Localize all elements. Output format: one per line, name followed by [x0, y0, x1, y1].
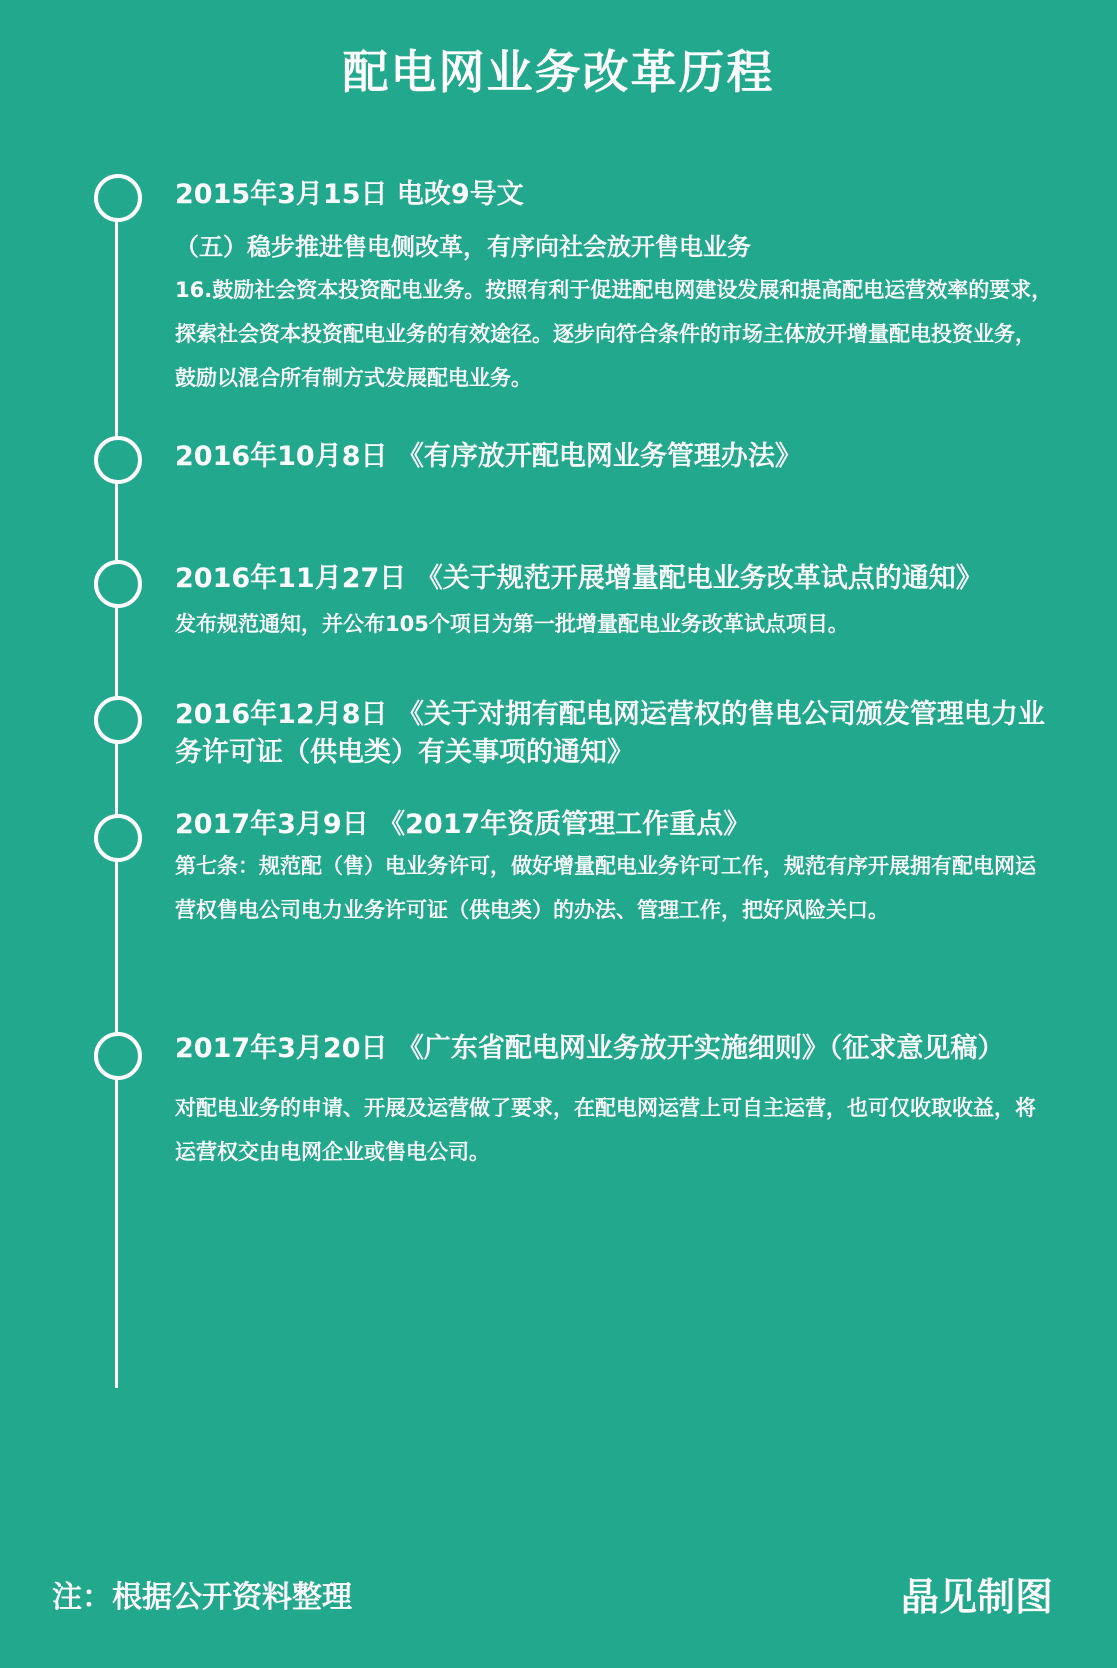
- event-title: 2015年3月15日 电改9号文: [175, 179, 524, 210]
- timeline-node-4: [94, 696, 142, 744]
- event-title: 2016年11月27日 《关于规范开展增量配电业务改革试点的通知》: [175, 563, 983, 594]
- timeline-node-1: [94, 174, 142, 222]
- event-body: 第七条：规范配（售）电业务许可，做好增量配电业务许可工作，规范有序开展拥有配电网运营权售电公司电力业务许可证（供电类）的办法、管理工作，把好风险关口。: [175, 854, 1036, 922]
- event-title: 2016年10月8日 《有序放开配电网业务管理办法》: [175, 441, 802, 472]
- timeline-entry-3: [175, 560, 1055, 646]
- timeline-entry-2: [175, 438, 1055, 476]
- timeline-entry-4: [175, 696, 1055, 772]
- page-title: 配电网业务改革历程: [342, 45, 775, 99]
- source-note: 注：根据公开资料整理: [52, 1580, 352, 1615]
- timeline-line: [115, 208, 118, 1388]
- event-title: 2017年3月20日 《广东省配电网业务放开实施细则》（征求意见稿）: [175, 1033, 1005, 1064]
- event-title: 2016年12月8日 《关于对拥有配电网运营权的售电公司颁发管理电力业务许可证（供电类）有关事项的通知》: [175, 699, 1045, 768]
- timeline-node-2: [94, 436, 142, 484]
- timeline-node-5: [94, 814, 142, 862]
- timeline-entry-6: [175, 1030, 1055, 1174]
- event-body: 发布规范通知，并公布105个项目为第一批增量配电业务改革试点项目。: [175, 612, 849, 636]
- timeline-entry-5: [175, 806, 1055, 932]
- timeline-entry-1: [175, 176, 1055, 400]
- event-body: 对配电业务的申请、开展及运营做了要求，在配电网运营上可自主运营，也可仅收取收益，将运营权交由电网企业或售电公司。: [175, 1096, 1036, 1164]
- brand-credit: 晶见制图: [900, 1575, 1053, 1619]
- event-title: 2017年3月9日 《2017年资质管理工作重点》: [175, 809, 751, 840]
- event-subtitle: （五）稳步推进售电侧改革，有序向社会放开售电业务: [175, 233, 751, 261]
- event-body: 16.鼓励社会资本投资配电业务。按照有利于促进配电网建设发展和提高配电运营效率的要求，探索社会资本投资配电业务的有效途径。逐步向符合条件的市场主体放开增量配电投资业务，鼓励以混合所有制方式发展配电业务。: [175, 278, 1053, 390]
- timeline-node-3: [94, 560, 142, 608]
- timeline-node-6: [94, 1032, 142, 1080]
